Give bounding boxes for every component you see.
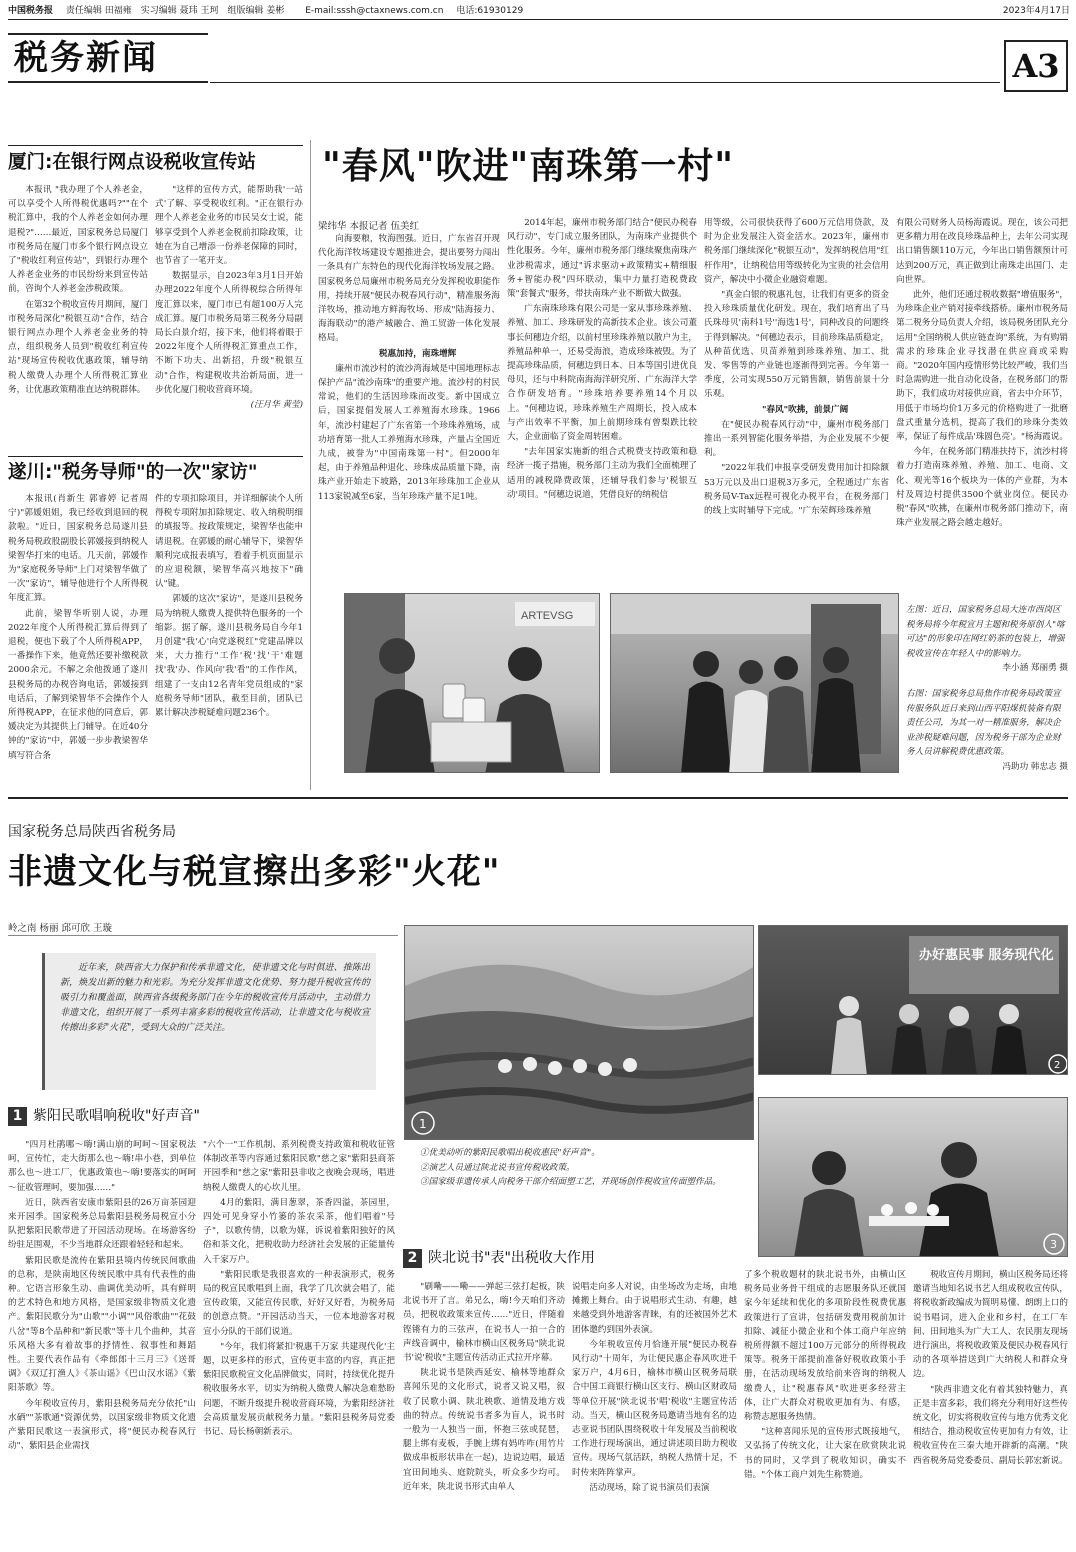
a3-col3 — [704, 216, 889, 562]
s2-title: 陕北说书"表"出税收大作用 — [428, 1250, 595, 1266]
feature-caption-2: ②演艺人员通过陕北说书宣传税收政策。 — [420, 1162, 575, 1173]
a2-col2 — [155, 492, 303, 787]
paragraph: "紫阳民歌是我很喜欢的一种表演形式，税务局的税宣民歌唱到上面，我学了几次就会唱了，能宣传政策，又能宣传民歌，好好又好看，为税务局的创意点赞。"开园活动当天，一位本地游客对税宣小分队的干部们说道。 — [203, 1269, 395, 1337]
paragraph: 在第32个税收宣传月期间，厦门市税务局深化"税银互动"合作，结合银行网点办理个人养老金业务的特点，组织税务人员到"税收红利宣传站"现场宣传税收优惠政策，辅导纳税人缴费人办理个人所得税汇算业务，让优惠政策精准直达纳税群体。 — [8, 299, 148, 395]
paragraph: 此外，他们还通过税收数据"增值服务"，为珍珠企业产销对接牵线搭桥。廉州市税务局第二税务分局负责人介绍，该局税务团队充分运用"全国纳税人供应链查询"系统，为有购销需求的珍珠企业寻找潜在供应商或采购商。"2020年国内疫情形势比较严峻，我们当时急需购进一批自动化设备，在税务部门的帮助下，我们成功对接供应商，省去中介环节，用低于市场均价1万多元的价格购进了一批磨盘式重量分选机，提高了我们的珍珠分类效率，保证了每件成品'珠圆色亮'。"杨海霞说。 — [896, 290, 1068, 443]
paragraph: 有限公司财务人员杨海霞说。现在，该公司把更多精力用在改良珍珠品种上，去年公司实现出口销售额110万元，今年出口销售额预计可达到200万元，真正做到让南珠走出国门、走向世界。 — [896, 218, 1068, 285]
a3-subhead-1: 税惠加持，南珠增辉 — [378, 348, 457, 359]
a3-col4 — [896, 216, 1068, 562]
a3-title: "春风"吹进"南珠第一村" — [322, 145, 735, 187]
s2-col1 — [403, 1280, 565, 1546]
mid-section-rule — [8, 797, 1068, 799]
paragraph: "这样的宣传方式，能帮助我'一站式'了解、享受税收红利。"正在银行办理个人养老金业务的市民吴女士说，能够享受到个人养老金税前扣除政策，让她在为自己增添一份养老保障的同时，也节省了一笔开支。 — [155, 185, 303, 267]
feature-intro: 近年来，陕西省大力保护和传承非遗文化，使非遗文化与时俱进、推陈出新，焕发出新的魅力和光彩。为充分发挥非遗文化优势、努力提升税收宣传的吸引力和覆盖面，陕西省各级税务部门在今年的税收宣传月活动中，主动借力非遗文化，组织开展了一系列丰富多彩的税收宣传活动，让非遗文化与税收宣传擦出多彩"火花"，受到大众的广泛关注。 — [60, 963, 370, 1033]
paragraph: 今年，在税务部门精准扶持下，流沙村将着力打造南珠养殖、养殖、加工、电商、文化、观光等16个板块为一体的产业群，为本村及周边村提供3500个就业岗位。便民办税"春风"吹拂，在廉州市税务部门推动下，南珠产业发展之路会越走越好。 — [896, 447, 1068, 529]
paragraph: 件的专项扣除项目，并详细解读个人所得税专项附加扣除规定、收入纳税明细的填报等。按政策规定，梁智华也能申请退税。在郭媛的耐心辅导下，梁智华顺利完成报表填写，看着手机页面显示的应退税额，梁智华高兴地按下"确认"键。 — [155, 494, 303, 590]
paragraph: 近日，陕西省安康市紫阳县的26万亩茶园迎来开园季。国家税务总局紫阳县税务局税宣小分队把紫阳民歌带进了开园活动现场。在场游客纷纷驻足围观，不少当地群众还跟着轻轻和起来。 — [8, 1197, 196, 1251]
caption-left-author: 李小涵 郑丽勇 摄 — [1002, 663, 1068, 673]
a3-col2 — [507, 216, 697, 562]
feature-byline: 岭之南 杨丽 邱可欣 王璇 — [8, 923, 113, 934]
feature-caption-1: ①优美动听的紫阳民歌唱出税收惠民"好声音"。 — [420, 1148, 600, 1158]
feature-kicker: 国家税务总局陕西省税务局 — [8, 824, 176, 840]
email: E-mail:sssh@ctaxnews.com.cn — [305, 6, 444, 16]
paragraph: 数据显示，自2023年3月1日开始办理2022年度个人所得税综合所得年度汇算以来，厦门市已有超100万人完成汇算。厦门市税务局第三税务分局副局长白景介绍，接下来，他们将着眼于2022年度个人所得税汇算重点工作，不断下功夫、出新招，升级"税银互动"合作，构建税收共治新局面，进一步优化厦门税收营商环境。 — [155, 271, 303, 395]
paragraph: 陕北说书是陕西延安、榆林等地群众喜闻乐见的文化形式，说者又说又唱，叙收了民歌小调、陕北秧歌、道情及地方戏曲的特点。传统说书者多为盲人，说书时一般为一人独当一面，怀抱三弦或琵琶，腿上绑有麦板，手腕上绑有妈咋咋(用竹片做成串板形状串在一起)，边说边唱，最适宜田间地头、庭院院头，听众多少均可。近年来，陕北说书形式由单人 — [403, 1368, 565, 1492]
paragraph: "这种喜闻乐见的宣传形式既接地气，又弘扬了传统文化，让大家在欣赏陕北说书的同时，又学到了税收知识，确实不错。"个体工商户刘先生称赞道。 — [744, 1427, 906, 1480]
a3-col1 — [318, 232, 500, 562]
paragraph: "四月杜鹃哪～嗨!满山崩的呵呵～国家税法呵，宣传忙，走大街那么也～嗨!串小巷，到单位那么也～进工厂，优惠政策也～嗨!要落实的呵呵～征收管理呵，要加强……" — [8, 1140, 196, 1193]
paragraph: 用等级，公司很快获得了600万元信用贷款，及时为企业发展注入资金活水。2023年，廉州市税务部门继续深化"税银互动"，发挥纳税信用"红杆作用"，让纳税信用等级转化为宝贵的社会信用资产，解决中小微企业融资难题。 — [704, 218, 889, 285]
paragraph: 向海要粮，牧海图强。近日，广东省召开现代化海洋牧场建设专题推进会，提出要努力闯出一条具有广东特色的现代化海洋牧场发展之路。国家税务总局廉州市税务局充分发挥税收职能作用，持续开展"便民办税春风行动"，精准服务海洋牧场，推动地方鲜海牧场、形成"陆海接力、海海联动"的港产城融合、渔工贸游一体化发展格局。 — [318, 234, 500, 344]
feature-photo-3-graphic — [759, 1098, 1068, 1257]
paper-name: 中国税务报 — [8, 6, 54, 16]
photo-2-number: 2 — [1054, 1060, 1061, 1071]
feature-title: 非遗文化与税宣擦出多彩"火花" — [8, 852, 501, 892]
paragraph: "去年国家实施新的组合式税费支持政策和稳经济一揽子措施，税务部门主动为我们全面梳理了适用的减税降费政策，还辅导我们参与'税银互动'项目。"何穗边说道，凭借良好的纳税信 — [507, 447, 697, 500]
paragraph: 本报讯(肖新生 郭睿婷 记者周宁)"郭媛姐姐，我已经收到退回的税款啦。"近日，国家税务总局遂川县税务局税政股副股长郭媛接到纳税人梁智华打来的电话。几天前，郭媛作为"家庭税务导师"上门对梁智华做了一次"家访"，辅导他进行个人所得税年度汇算。 — [8, 494, 148, 604]
caption-right-text: 右图：国家税务总局焦作市税务局政策宣传服务队近日来到山西平阳煤机装备有限责任公司，为其一对一精准服务，解决企业涉税疑难问题，因为税务干部为企业财务人员讲解税费优惠政策。 — [906, 689, 1061, 757]
s1-heading — [8, 1106, 408, 1126]
s2-col3 — [744, 1268, 906, 1546]
a1-author: (汪月华 黄莹) — [250, 400, 303, 411]
paragraph: "今年，我们将紧扣'税惠千万家 共建现代化'主题，以更多样的形式，宣传更丰富的内容，真正把紫阳民歌税宣文化品牌做实，同时，持续优化提升税收服务水平，切实为纳税人缴费人解决急难愁盼问题，不断升级提升税收营商环境，为紫阳经济社会高质量发展贡献税务力量。"紫阳县税务局党委书记、局长杨朝新表示。 — [203, 1341, 395, 1438]
paragraph: "六个一"工作机制、系列税费支持政策和税收征管体制改革等内容通过紫阳民歌"慈之家"紫阳县商茶开园季和"慈之家"紫阳县非收之夜晚会现场，唱进纳税人缴费人的心坎儿里。 — [203, 1140, 395, 1193]
phone: 电话:61930129 — [456, 6, 524, 16]
vertical-divider — [310, 140, 311, 790]
a1-title: 厦门:在银行网点设税收宣传站 — [8, 152, 256, 173]
feature-photo-3-dough — [758, 1097, 1068, 1257]
paragraph: 活动现场，除了说书演员们表演 — [589, 1482, 710, 1493]
page-number: A3 — [1012, 47, 1060, 85]
a2-col1 — [8, 492, 148, 787]
feature-caption-3: ③国家级非遗传承人向税务干部介绍面塑工艺，并现场创作税收宣传面塑作品。 — [420, 1177, 721, 1187]
paragraph: 廉州市流沙村的流沙湾海域是中国地理标志保护产品"流沙南珠"的重要产地。流沙村的村民常说，他们的生活因珍珠而改变。新中国成立后，国家提倡发展人工养殖海水珍珠。1966年，流沙村建起了广东省第一个珍珠养殖场，成功培育第一批人工养殖海水珍珠，产量占全国近九成，被誉为"中国南珠第一村"。但2000年起，由于养殖品种退化、珍珠成品质量下降，南珠产业开始走下坡路，2013年珍珠加工企业从113家锐减至6家，当年珍珠产量不足1吨。 — [318, 363, 500, 502]
paragraph: "陕西非遗文化有着其独特魅力，真正是丰富多彩，我们将充分利用好这些传统文化，切实将税收宣传与地方优秀文化相结合，推动税收宣传更加有力有效，让税收宣传在三秦大地开辟新的高潮。"陕西省税务局党委委员、副局长郭宏新说。 — [913, 1384, 1068, 1466]
paragraph: 本报讯 "我办理了个人养老金，可以享受个人所得税优惠吗?""在个税汇算中，我的个人养老金如何办理退税?"……最近，国家税务总局厦门市税务局在厦门市多个银行网点设立了"税收红利宣传站"，到银行办理个人养老金业务的市民纷纷来到宣传站前，咨询个人养老金涉税政策。 — [8, 185, 148, 295]
masthead-bar — [8, 4, 1070, 18]
paragraph: 紫阳民歌是流传在紫阳县境内传统民间歌曲的总称，是陕南地区传统民歌中具有代表性的曲种。它语言形象生动、曲调优美动听，具有鲜明的艺术特色和地方风格，是国家级非物质文化遗产。紫阳民歌分为"山歌""小调""风俗歌曲""花鼓八岔"等8个品种和"新民歌"等十几个曲种，其音乐风格大多有着故事的抒情性、叙事性和舞蹈性。主要代表作品有《牵郎郎十三月三》《送哥调》《双辽打渔人》《茶山谣》《巴山汉水谣》《紫阳茶歌》等。 — [8, 1255, 196, 1394]
paragraph: 税收宣传月期间，横山区税务局还将邀请当地知名说书艺人组成税收宣传队，将税收新政编成为简明易懂、朗朗上口的说书唱词，进入企业和乡村，在工厂车间、田间地头为广大工人、农民朋友现场进行演出，将税收政策及便民办税春风行动的各项举措送到广大纳税人和群众身边。 — [913, 1270, 1068, 1380]
a1-col1 — [8, 183, 148, 443]
paragraph: 今年税收宣传月，紫阳县税务局充分依托"山水硒""茶歌通"资源优势，以国家级非物质文化遗产紫阳民歌这一表演形式，将"便民办税春风行动"、紫阳县企业需找 — [8, 1398, 196, 1452]
a3-subhead-2: "春风"吹拂，前景广阔 — [761, 404, 849, 415]
s1-title: 紫阳民歌唱响税收"好声音" — [33, 1108, 200, 1124]
a1-top-rule — [8, 145, 303, 146]
editors: 责任编辑 田福雍 实习编辑 聂玮 王珂 组版编辑 姜彬 — [65, 6, 285, 16]
paragraph: 4月的紫阳，满目葱翠，茶香四溢，茶园里，四处可见身穿小竹篓的茶农采茶，他们唱着"号子"，以歌传情，以歌为媒，诉说着紫阳独好的风俗和茶文化，把税收助力经济社会发展的正能量传入千家万户。 — [203, 1197, 395, 1265]
feature-banner: 办好惠民事 服务现代化 — [919, 948, 1054, 963]
feature-photo-1-graphic — [405, 926, 754, 1140]
paragraph: "刷嘞——嘞——弹起三弦打起板，陕北说书开了言。弟兄么，嗨!今天咱们齐动员，把税收政策来宣传……"近日，伴随着铿锵有力的三弦声，在说书人一拍一合的声线音调中，榆林市横山区税务局"陕北说书'说'税收"主题宣传活动正式拉开序幕。 — [403, 1282, 565, 1364]
photo-caption-left — [906, 603, 1068, 676]
caption-left-text: 左图：近日，国家税务总局大连市西岗区税务局将今年税宣月主题和税务原创人"喀可达"的形象印在网红奶茶的包装上，增强税收宣传在年轻人中的影响力。 — [906, 605, 1065, 659]
s2-heading — [403, 1248, 753, 1268]
caption-right-author: 冯助功 韩忠志 摄 — [1002, 761, 1068, 772]
s2-col4 — [913, 1268, 1068, 1546]
photo-left-sign: ARTEVSG — [521, 610, 574, 622]
paragraph: 2014年起，廉州市税务部门结合"便民办税春风行动"，专门成立服务团队，为南珠产业提供个性化服务。今年，廉州市税务部门继续聚焦南珠产业涉税需求，通过"诉求驱动+政策精实+精细服务+智能办税"四环联动，集中力量打造税费政策"套餐式"服务，带扶南珠产业不断做大做强。 — [507, 218, 697, 300]
a1-col2 — [155, 183, 303, 443]
a2-title: 遂川:"税务导师"的一次"家访" — [8, 462, 258, 483]
paragraph: "2022年我们申报享受研发费用加计扣除额53万元以及出口退税3万多元，全程通过广东省税务局V-Tax远程可视化办税平台，在税务部门的线上实时辅导下完成。"广东荣辉珍珠养殖 — [704, 463, 889, 517]
paragraph: 了多个税收题材的陕北说书外，由横山区税务局业务骨干组成的志愿服务队还就国家今年延续和优化的多项阶段性税费优惠政策进行了宣讲，包括研发费用税前加计扣除、减征小微企业和个体工商户年应纳税所得额不超过100万元部分的所得税政策等。税务干部提前准备好税收政策小手册，在活动现场发放给前来咨询的纳税人缴费人，让"税惠春风"吹进更多经营主体，让广大群众对税收更加有为、有感，称赞志愿服务热情。 — [744, 1270, 906, 1423]
paragraph: 今年税收宣传月恰逢开展"便民办税春风行动"十周年，为让便民惠企春风吹进千家万户，4月6日，榆林市横山区税务局联合中国工商银行横山区支行、横山区财政局等单位开展"陕北说书'唱'税收"主题宣传活动。当天，横山区税务局邀请当地有名的边志亚说书团队围绕税收十年发展及当前税收工作进行现场演出，通过讲述项目助力税收宣传。现场气氛活跃，纳税人热情十足，不时传来阵阵掌声。 — [572, 1339, 737, 1478]
paragraph: 此前，梁智华听别人说，办理2022年度个人所得税汇算后得到了退税，便也下载了个人所得税APP，一番操作下来，他竟然还要补缴税款2000余元。不解之余他拨通了遂川县税务局的办税咨询电话，郭媛接到电话后，了解到梁智华不会操作个人所得税APP，在征求他的同意后，郭媛决定为其提供上门辅导。在近40分钟的"家访"中，郭媛一步步教梁智华填写符合条 — [8, 608, 148, 761]
photo-right-graphic — [611, 594, 899, 773]
feature-photo-2-graphic — [759, 926, 1068, 1075]
s1-number: 1 — [8, 1107, 27, 1126]
s2-number: 2 — [403, 1249, 422, 1268]
a2-top-rule — [8, 456, 303, 457]
photo-1-number: 1 — [419, 1117, 427, 1131]
feature-byline-rule — [8, 935, 398, 936]
feature-photo-2-storytelling — [758, 925, 1068, 1075]
paragraph: "真金白银的税惠礼包，让我们有更多的资金投入珍珠质量优化研发。现在，我们培育出了马氏珠母贝'南科1号''海选1号'，同种改良的问题终于得到解决。"何穗边表示，目前珍珠品质稳定，从种苗优选、贝苗养殖到珍珠养殖、加工、批发、零售等的产业链也逐渐得到完善。今年第一季度，公司实现550万元销售额，销售前景十分乐观。 — [704, 290, 889, 400]
photo-right-factory — [610, 593, 899, 773]
photo-left-graphic — [345, 594, 600, 773]
s2-col2 — [572, 1280, 737, 1546]
paragraph: 说唱走向多人对说，由坐场改为走场，由地摊搬上舞台。由于说唱形式生动、有趣，越来越受到外地游客青睐，有的还被国外艺术团体邀约到国外表演。 — [572, 1282, 737, 1335]
date: 2023年4月17日 — [1002, 6, 1070, 16]
section-title: 税务新闻 — [14, 38, 158, 78]
photo-caption-right — [906, 687, 1068, 774]
feature-photo-1-tea-garden — [404, 925, 754, 1140]
masthead-rule — [8, 19, 1068, 20]
paragraph: 在"便民办税春风行动"中，廉州市税务部门推出一系列智能化服务举措，为企业发展不少便利。 — [704, 419, 889, 459]
feature-photo-captions — [420, 1146, 750, 1190]
photo-3-number: 3 — [1050, 1238, 1057, 1251]
paragraph: 广东南珠珍珠有限公司是一家从事珍珠养殖、养殖、加工、珍珠研发的高新技术企业。该公司董事长何穗边介绍，以前村里珍珠养殖以散户为主，养殖品种单一，还易受海浪，造成珍珠被毁。为了提高珍珠品质，何穗边到日本、日本等国引进优良母贝，还与中科院南海海洋研究所、广东海洋大学合作研发培育。"珍珠培养要养殖14个月以上。"何穗边说，珍珠养殖生产周期长，投入成本与产出效率不平衡，加上前期珍珠有曾梨跌比较大，企业面临了资金周转困难。 — [507, 304, 697, 443]
s1-col2 — [203, 1138, 395, 1546]
section-rule — [210, 82, 1000, 83]
photo-left-milktea — [344, 593, 600, 773]
s1-col1 — [8, 1138, 196, 1546]
paragraph: 郭媛的这次"家访"，是遂川县税务局为纳税人缴费人提供特色服务的一个缩影。据了解，遂川县税务局自今年1月创建"我'心'向党遂税红"党建品牌以来，大力推行"工作'税'找'干'难题找'我'办、作风向'我'看"的工作作风，组建了一支由12名青年党员组成的"家庭税务导师"团队，截至目前，团队已累计解决涉税疑难问题236个。 — [155, 594, 303, 719]
a3-byline: 梁纬华 本报记者 伍美红 — [318, 221, 420, 232]
